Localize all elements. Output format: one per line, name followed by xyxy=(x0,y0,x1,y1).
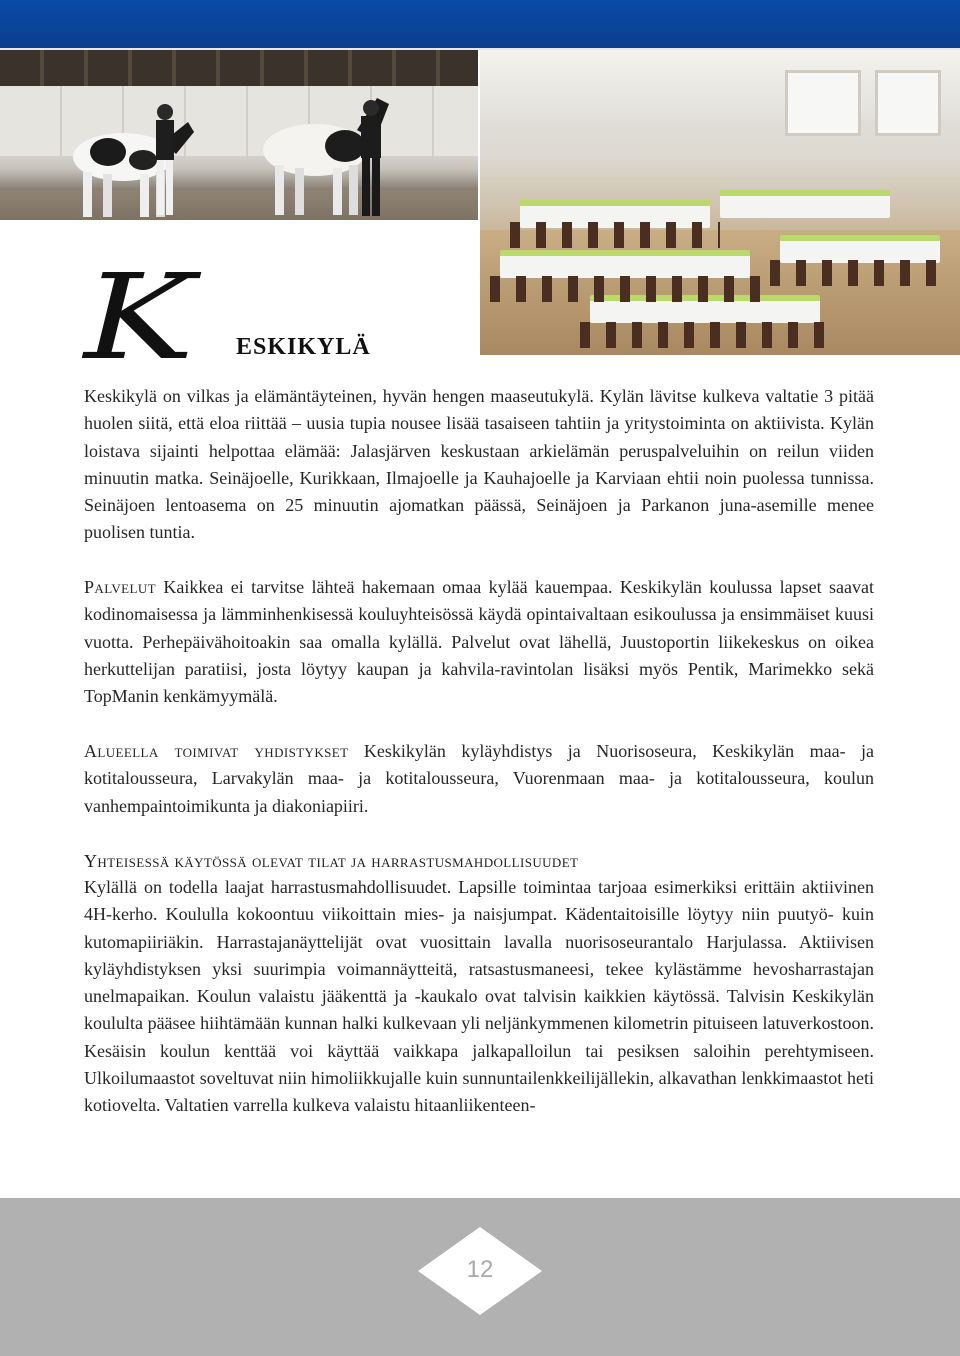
riding-hall-photo xyxy=(0,50,478,220)
handler-left xyxy=(150,102,180,220)
title-initial: K xyxy=(84,248,195,386)
hall-roof xyxy=(0,50,478,86)
banquet-table xyxy=(720,190,890,218)
banquet-table xyxy=(780,235,940,263)
yhdistykset-paragraph xyxy=(84,738,874,820)
banquet-window xyxy=(875,70,941,136)
tilat-heading: Yhteisessä käytössä olevat tilat ja harrastusmahdollisuudet xyxy=(84,851,579,871)
yhdistykset-heading: Alueella toimivat yhdistykset xyxy=(84,741,349,761)
yhdistykset-body: Keskikylän kyläyhdistys ja Nuorisoseura, Keskikylän maa- ja kotitalousseura, Larvakylän maa- ja kotitalousseura, Vuorenmaan maa- ja kotitalousseura, koulun vanhempaintoimikunta ja diakoniapiiri. xyxy=(84,741,875,816)
page-number: 12 xyxy=(466,1256,494,1283)
banquet-chairs xyxy=(510,222,720,248)
banquet-chairs xyxy=(770,260,950,286)
palvelut-paragraph xyxy=(84,574,874,710)
handler-right xyxy=(355,98,387,220)
tilat-body: Kylällä on todella laajat harrastusmahdollisuudet. Lapsille toimintaa tarjoaa esimerkiksi erittäin aktiivinen 4H-kerho. Koululla kokoontuu viikoittain mies- ja naisjumpat. Kädentaitoisille löytyy niin puutyö- kuin kutomapiiriäkin. Harrastajanäyttelijät ovat vuosittain lavalla nuorisoseurantalo Harjulassa. Aktiivisen kyläyhdistyksen yksi suurimpia voimannäytteitä, ratsastusmaneesi, tekee kylästämme hevosharrastajan unelmapaikan. Koulun valaistu jääkenttä ja -kaukalo ovat talvisin kaikkien käytössä. Talvisin Keskikylän koululta pääsee hiihtämään kunnan halki kulkevaan yli neljänkymmenen kilometrin pituiseen latuverkostoon. Kesäisin koulun kenttää voi käyttää vaikkapa jalkapalloilun tai pesiksen saloihin perehtymiseen. Ulkoilumaastot soveltuvat niin himoliikkujalle kuin sunnuntailenkkeilijällekin, alkavathan lenkkimaastot heti kotiovelta. Valtatien varrella kulkeva valaistu hitaanliikenteen- xyxy=(84,877,874,1116)
banquet-chairs xyxy=(490,276,760,302)
page-number-badge xyxy=(418,1227,542,1315)
page-title xyxy=(84,248,484,386)
banquet-window xyxy=(785,70,861,136)
palvelut-heading: Palvelut xyxy=(84,577,156,597)
intro-paragraph: Keskikylä on vilkas ja elämäntäyteinen, hyvän hengen maaseutukylä. Kylän lävitse kulkeva valtatie 3 pitää huolen siitä, että eloa riittää – uusia tupia nousee lisää tasaiseen tahtiin ja yritystoiminta on aktiivista. Kylän loistava sijainti helpottaa elämää: Jalasjärven keskustaan arkielämän peruspalveluihin on reilun viiden minuutin matka. Seinäjoelle, Kurikkaan, Ilmajoelle ja Kauhajoelle ja Karviaan ehtii noin puolessa tunnissa. Seinäjoen lentoasema on 25 minuutin ajomatkan päässä, Seinäjoen ja Parkanon juna-asemille menee puolisen tuntia. xyxy=(84,386,874,543)
banquet-chairs xyxy=(580,322,830,348)
palvelut-body: Kaikkea ei tarvitse lähteä hakemaan omaa kylää kauempaa. Keskikylän koulussa lapset saavat kodinomaisessa ja lämminhenkisessä kouluyhteisössä käydä opintaivaltaan esikoulussa ja ensimmäiset kuusi vuotta. Perhepäivähoitoakin saa omalla kylällä. Palvelut ovat lähellä, Juustoportin liikekeskus on oikea herkuttelijan paratiisi, josta löytyy kaupan ja kahvila-ravintolan lisäksi myös Pentik, Marimekko sekä TopManin kenkämyymälä. xyxy=(84,577,874,707)
top-color-bar xyxy=(0,0,960,50)
title-rest: ESKIKYLÄ xyxy=(236,334,371,360)
banquet-table xyxy=(500,250,750,278)
banquet-hall-photo xyxy=(480,50,960,355)
